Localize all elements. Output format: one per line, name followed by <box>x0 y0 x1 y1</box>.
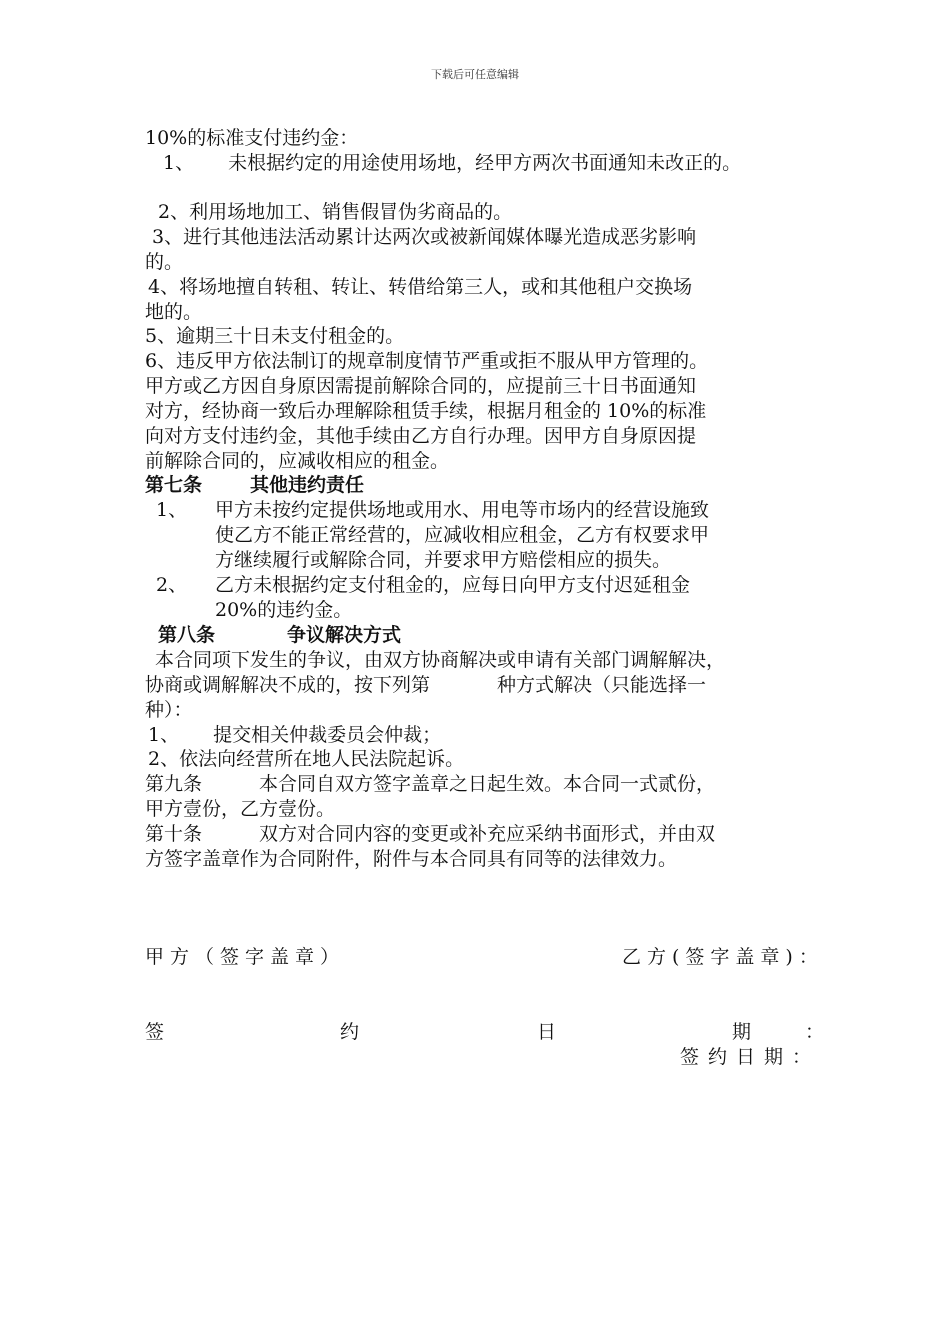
list-number: 1、 <box>148 724 180 746</box>
list-item <box>163 151 741 176</box>
article-7-heading <box>145 473 364 498</box>
party-b-signature-label: 乙方(签字盖章)： <box>622 946 824 968</box>
date-char: 日 <box>537 1021 563 1043</box>
list-text: 提交相关仲裁委员会仲裁； <box>213 724 442 746</box>
text-line: 6、违反甲方依法制订的规章制度情节严重或拒不服从甲方管理的。 <box>145 350 709 372</box>
date-char: 约 <box>340 1021 366 1043</box>
article-8-heading <box>158 623 401 648</box>
date-char: ： <box>805 1021 831 1043</box>
list-text: 20%的违约金。 <box>215 599 353 621</box>
text-line <box>145 673 706 698</box>
article-number: 第八条 <box>158 624 216 646</box>
article-text: 本合同自双方签字盖章之日起生效。本合同一式贰份， <box>259 773 716 795</box>
article-9 <box>145 772 715 797</box>
text-line: 方签字盖章作为合同附件，附件与本合同具有同等的法律效力。 <box>145 848 678 870</box>
text-line: 3、进行其他违法活动累计达两次或被新闻媒体曝光造成恶劣影响 <box>152 226 697 248</box>
list-text: 甲方未按约定提供场地或用水、用电等市场内的经营设施致 <box>215 499 710 521</box>
text-line: 本合同项下发生的争议，由双方协商解决或申请有关部门调解解决， <box>155 649 726 671</box>
article-number: 第九条 <box>145 773 203 795</box>
article-text: 双方对合同内容的变更或补充应采纳书面形式，并由双 <box>259 823 716 845</box>
list-text: 乙方未根据约定支付租金的，应每日向甲方支付迟延租金 <box>215 574 691 596</box>
article-title: 其他违约责任 <box>250 474 365 496</box>
text-line: 甲方壹份，乙方壹份。 <box>145 798 336 820</box>
party-b-date-label: 签约日期： <box>680 1046 821 1068</box>
text-line: 对方，经协商一致后办理解除租赁手续，根据月租金的 10%的标准 <box>145 400 707 422</box>
text-line: 地的。 <box>145 301 203 323</box>
text-line: 2、依法向经营所在地人民法院起诉。 <box>148 748 465 770</box>
list-number: 1、 <box>163 152 195 174</box>
article-number: 第七条 <box>145 474 203 496</box>
text-line: 前解除合同的，应减收相应的租金。 <box>145 450 450 472</box>
list-text: 未根据约定的用途使用场地，经甲方两次书面通知未改正的。 <box>228 152 742 174</box>
text-line: 的。 <box>145 251 184 273</box>
text-line: 10%的标准支付违约金： <box>145 127 359 149</box>
list-text: 方继续履行或解除合同，并要求甲方赔偿相应的损失。 <box>215 549 672 571</box>
text-fragment: 协商或调解解决不成的，按下列第 <box>145 674 431 696</box>
text-fragment: 种方式解决（只能选择一 <box>497 674 707 696</box>
text-line: 向对方支付违约金，其他手续由乙方自行办理。因甲方自身原因提 <box>145 425 697 447</box>
page-header: 下载后可任意编辑 <box>431 68 519 81</box>
list-text: 使乙方不能正常经营的，应减收相应租金，乙方有权要求甲 <box>215 524 710 546</box>
date-char: 期 <box>732 1021 758 1043</box>
date-char: 签 <box>145 1021 171 1043</box>
party-a-signature-label: 甲方（签字盖章） <box>145 946 346 968</box>
list-number: 1、 <box>156 499 188 521</box>
text-line: 甲方或乙方因自身原因需提前解除合同的，应提前三十日书面通知 <box>145 375 697 397</box>
list-number: 2、 <box>156 574 188 596</box>
text-line: 4、将场地擅自转租、转让、转借给第三人，或和其他租户交换场 <box>148 276 693 298</box>
text-line: 2、利用场地加工、销售假冒伪劣商品的。 <box>158 201 513 223</box>
article-title: 争议解决方式 <box>287 624 402 646</box>
text-line: 5、逾期三十日未支付租金的。 <box>145 325 405 347</box>
text-line: 种）： <box>145 699 193 721</box>
article-number: 第十条 <box>145 823 203 845</box>
article-10 <box>145 822 715 847</box>
list-item <box>148 723 441 748</box>
